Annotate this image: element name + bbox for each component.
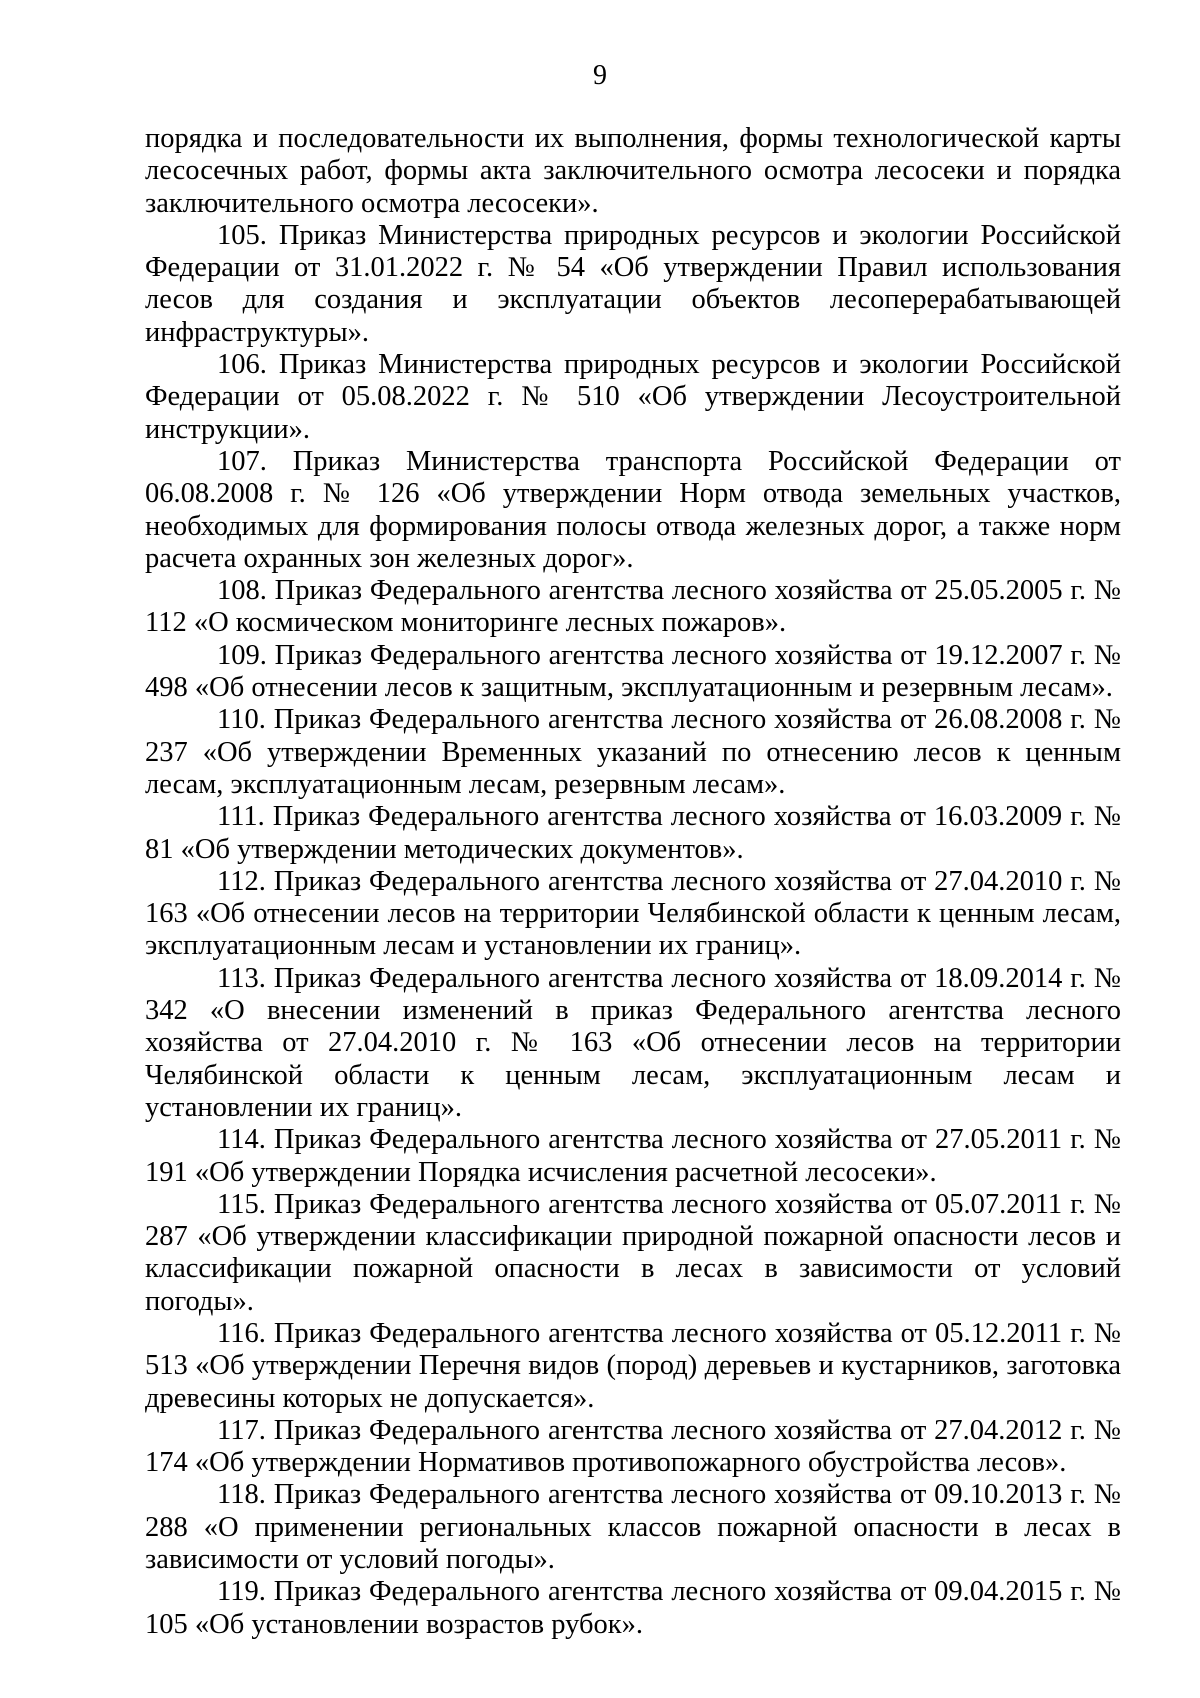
list-item-113: 113. Приказ Федерального агентства лесного хозяйства от 18.09.2014 г. № 342 «О внесении изменений в приказ Федерального агентства лесного хозяйства от 27.04.2010 г. № 163 «Об отнесении лесов на территории Челябинской области к ценным лесам, эксплуатационным лесам и установлении их границ».	[145, 962, 1121, 1123]
page-number: 9	[593, 60, 607, 91]
list-item-110: 110. Приказ Федерального агентства лесного хозяйства от 26.08.2008 г. № 237 «Об утверждении Временных указаний по отнесению лесов к ценным лесам, эксплуатационным лесам, резервным лесам».	[145, 704, 1121, 800]
paragraph-continuation: порядка и последовательности их выполнения, формы технологической карты лесосечных работ, формы акта заключительного осмотра лесосеки и порядка заключительного осмотра лесосеки».	[145, 123, 1121, 219]
list-item-119: 119. Приказ Федерального агентства лесного хозяйства от 09.04.2015 г. № 105 «Об установлении возрастов рубок».	[145, 1576, 1121, 1640]
list-item-114: 114. Приказ Федерального агентства лесного хозяйства от 27.05.2011 г. № 191 «Об утверждении Порядка исчисления расчетной лесосеки».	[145, 1124, 1121, 1188]
list-item-106: 106. Приказ Министерства природных ресурсов и экологии Российской Федерации от 05.08.2022 г. № 510 «Об утверждении Лесоустроительной инструкции».	[145, 349, 1121, 445]
list-item-115: 115. Приказ Федерального агентства лесного хозяйства от 05.07.2011 г. № 287 «Об утверждении классификации природной пожарной опасности лесов и классификации пожарной опасности в лесах в зависимости от условий погоды».	[145, 1188, 1121, 1317]
list-item-112: 112. Приказ Федерального агентства лесного хозяйства от 27.04.2010 г. № 163 «Об отнесении лесов на территории Челябинской области к ценным лесам, эксплуатационным лесам и установлении их границ».	[145, 865, 1121, 962]
list-item-116: 116. Приказ Федерального агентства лесного хозяйства от 05.12.2011 г. № 513 «Об утверждении Перечня видов (пород) деревьев и кустарников, заготовка древесины которых не допускается».	[145, 1317, 1121, 1414]
list-item-111: 111. Приказ Федерального агентства лесного хозяйства от 16.03.2009 г. № 81 «Об утверждении методических документов».	[145, 801, 1121, 865]
list-item-108: 108. Приказ Федерального агентства лесного хозяйства от 25.05.2005 г. № 112 «О космическом мониторинге лесных пожаров».	[145, 575, 1121, 639]
list-item-109: 109. Приказ Федерального агентства лесного хозяйства от 19.12.2007 г. № 498 «Об отнесении лесов к защитным, эксплуатационным и резервным лесам».	[145, 639, 1121, 704]
list-item-105: 105. Приказ Министерства природных ресурсов и экологии Российской Федерации от 31.01.2022 г. № 54 «Об утверждении Правил использования лесов для создания и эксплуатации объектов лесоперерабатывающей инфраструктуры».	[145, 219, 1121, 348]
document-body	[145, 123, 1121, 1641]
list-item-107: 107. Приказ Министерства транспорта Российской Федерации от 06.08.2008 г. № 126 «Об утверждении Норм отвода земельных участков, необходимых для формирования полосы отвода железных дорог, а также норм расчета охранных зон железных дорог».	[145, 445, 1121, 574]
list-item-117: 117. Приказ Федерального агентства лесного хозяйства от 27.04.2012 г. № 174 «Об утверждении Нормативов противопожарного обустройства лесов».	[145, 1414, 1121, 1479]
list-item-118: 118. Приказ Федерального агентства лесного хозяйства от 09.10.2013 г. № 288 «О применении региональных классов пожарной опасности в лесах в зависимости от условий погоды».	[145, 1479, 1121, 1576]
